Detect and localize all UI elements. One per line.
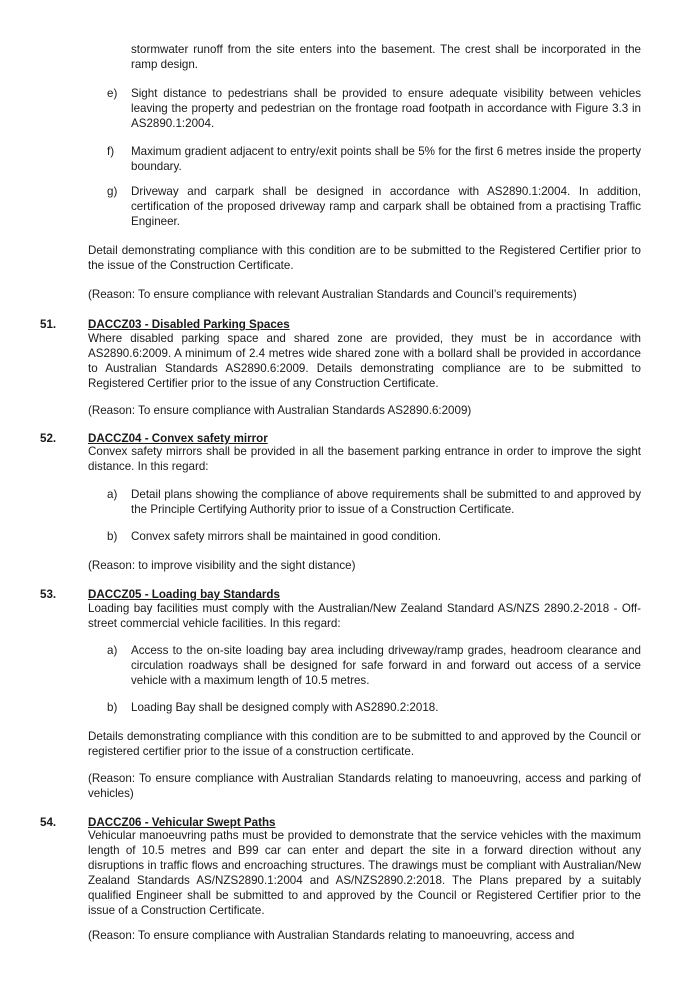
list-text: Access to the on-site loading bay area including driveway/ramp grades, headroom clearance and circulation roadways shall be designed for safe forward in and forward out access of a service vehicle with a maximum length of 10.5 metres. <box>131 644 641 687</box>
condition-heading: DACCZ04 - Convex safety mirror <box>88 432 268 445</box>
list-text: Detail plans showing the compliance of above requirements shall be submitted to and approved by the Principle Certifying Authority prior to issue of a Construction Certificate. <box>131 488 641 516</box>
reason-paragraph: (Reason: to improve visibility and the sight distance) <box>88 559 356 572</box>
condition-heading: DACCZ05 - Loading bay Standards <box>88 588 280 601</box>
list-text: Maximum gradient adjacent to entry/exit points shall be 5% for the first 6 metres inside the property boundary. <box>131 145 641 173</box>
condition-number: 52. <box>40 432 57 445</box>
reason-paragraph: (Reason: To ensure compliance with Australian Standards relating to manoeuvring, access and <box>88 929 575 942</box>
list-label: f) <box>107 145 115 158</box>
list-label: b) <box>107 530 118 543</box>
detail-paragraph: Detail demonstrating compliance with this condition are to be submitted to the Registered Certifier prior to the issue of the Construction Certificate. <box>88 244 641 272</box>
list-text: Sight distance to pedestrians shall be provided to ensure adequate visibility between vehicles leaving the property and pedestrian on the frontage road footpath in accordance with Figure 3.3 in AS2890.1:2004. <box>131 87 641 130</box>
condition-heading: DACCZ06 - Vehicular Swept Paths <box>88 816 276 829</box>
list-label: a) <box>107 488 118 501</box>
condition-number: 54. <box>40 816 57 829</box>
condition-body: Loading bay facilities must comply with the Australian/New Zealand Standard AS/NZS 2890.2-2018 - Off-street commercial vehicle facilities. In this regard: <box>88 602 641 630</box>
condition-body: Where disabled parking space and shared zone are provided, they must be in accordance with AS2890.6:2009. A minimum of 2.4 metres wide shared zone with a bollard shall be provided in accordance to Australian Standards AS2890.6:2009. Details demonstrating compliance are to be submitted to Registered Certifier prior to the issue of any Construction Certificate. <box>88 332 641 390</box>
reason-paragraph: (Reason: To ensure compliance with relevant Australian Standards and Council’s requirements) <box>88 288 577 301</box>
condition-body: Convex safety mirrors shall be provided in all the basement parking entrance in order to improve the sight distance. In this regard: <box>88 445 641 473</box>
list-text: Loading Bay shall be designed comply with AS2890.2:2018. <box>131 701 439 714</box>
list-label: e) <box>107 87 118 100</box>
list-label: g) <box>107 185 118 198</box>
reason-paragraph: (Reason: To ensure compliance with Australian Standards AS2890.6:2009) <box>88 404 472 417</box>
list-label: a) <box>107 644 118 657</box>
list-label: b) <box>107 701 118 714</box>
detail-paragraph: Details demonstrating compliance with this condition are to be submitted to and approved by the Council or registered certifier prior to the issue of a construction certificate. <box>88 730 641 758</box>
list-text: Convex safety mirrors shall be maintained in good condition. <box>131 530 441 543</box>
condition-heading: DACCZ03 - Disabled Parking Spaces <box>88 318 290 331</box>
list-text: Driveway and carpark shall be designed in accordance with AS2890.1:2004. In addition, certification of the proposed driveway ramp and carpark shall be obtained from a practising Traffic Engineer. <box>131 185 641 228</box>
condition-body: Vehicular manoeuvring paths must be provided to demonstrate that the service vehicles with the maximum length of 10.5 metres and B99 car can enter and depart the site in a forward direction without any disruptions in traffic flows and encroaching structures. The drawings must be compliant with Australian/New Zealand Standards AS/NZS2890.1:2004 and AS/NZS2890.2:2018. The Plans prepared by a suitably qualified Engineer shall be submitted to and approved by the Council or Registered Certifier prior to the issue of a Construction Certificate. <box>88 829 641 917</box>
reason-paragraph: (Reason: To ensure compliance with Australian Standards relating to manoeuvring, access and parking of vehicles) <box>88 772 641 800</box>
condition-number: 51. <box>40 318 57 331</box>
continuation-text: stormwater runoff from the site enters into the basement. The crest shall be incorporated in the ramp design. <box>131 43 641 71</box>
condition-number: 53. <box>40 588 57 601</box>
